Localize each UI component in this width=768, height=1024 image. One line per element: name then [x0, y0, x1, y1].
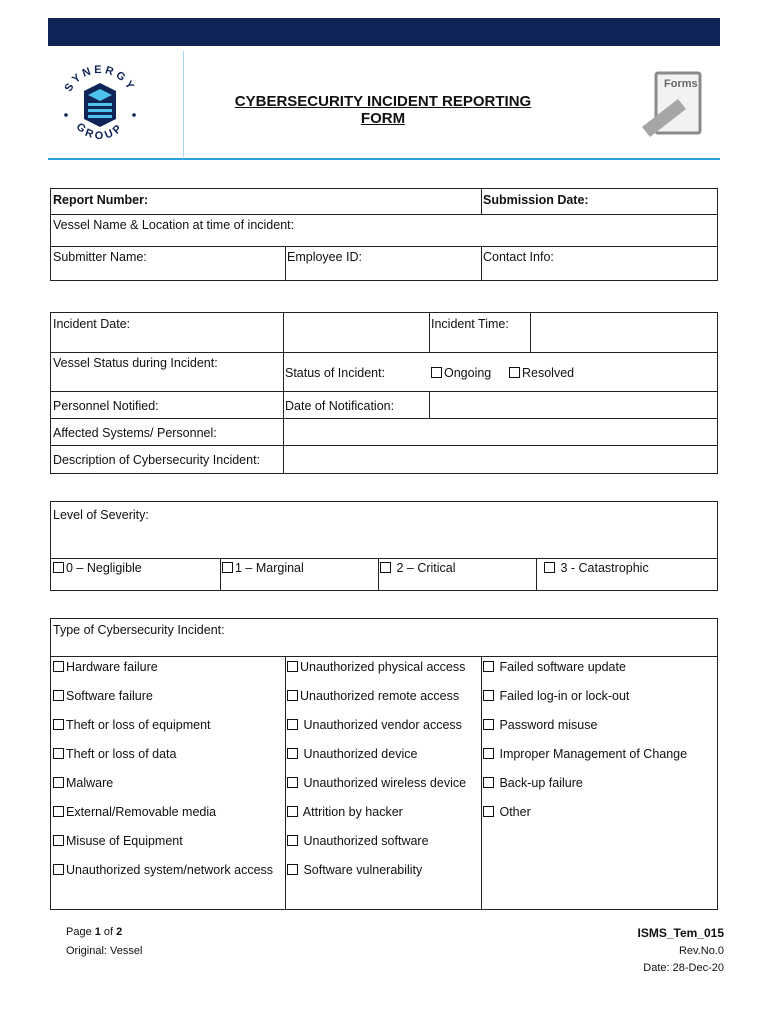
incident-type-option[interactable]: Unauthorized wireless device: [287, 775, 466, 791]
incident-type-option[interactable]: Improper Management of Change: [483, 746, 687, 762]
svg-text:SYNERGY: SYNERGY: [62, 63, 138, 94]
revision-number: Rev.No.0: [678, 945, 724, 957]
submitter-name-label: Submitter Name:: [53, 250, 147, 264]
incident-type-table: [50, 618, 718, 910]
incident-type-option[interactable]: Software failure: [53, 688, 153, 704]
incident-type-option[interactable]: Malware: [53, 775, 113, 791]
severity-label: Level of Severity:: [53, 508, 149, 522]
report-number-label: Report Number:: [53, 193, 149, 207]
svg-text:Forms: Forms: [664, 78, 698, 90]
checkbox[interactable]: [287, 777, 298, 788]
incident-type-option[interactable]: Software vulnerability: [287, 862, 422, 878]
incident-type-option[interactable]: Unauthorized vendor access: [287, 717, 462, 733]
incident-type-option[interactable]: Failed log-in or lock-out: [483, 688, 629, 704]
incident-type-option[interactable]: Theft or loss of equipment: [53, 717, 211, 733]
status-of-incident-label: Status of Incident:: [285, 366, 386, 380]
checkbox[interactable]: [53, 864, 64, 875]
incident-type-option[interactable]: Password misuse: [483, 717, 597, 733]
incident-type-option[interactable]: Other: [483, 804, 531, 820]
checkbox[interactable]: [222, 562, 233, 573]
contact-info-label: Contact Info:: [483, 250, 554, 264]
document-code: ISMS_Tem_015: [637, 926, 724, 940]
incident-type-option[interactable]: Unauthorized remote access: [287, 688, 459, 704]
document-date: Date: 28-Dec-20: [643, 962, 724, 974]
vessel-status-label: Vessel Status during Incident:: [53, 356, 218, 370]
severity-option-3[interactable]: 3 - Catastrophic: [544, 560, 649, 576]
date-of-notification-label: Date of Notification:: [285, 399, 395, 413]
status-resolved-option[interactable]: Resolved: [509, 365, 574, 381]
incident-type-option[interactable]: Unauthorized physical access: [287, 659, 465, 675]
checkbox[interactable]: [287, 864, 298, 875]
incident-details-table: [50, 312, 718, 474]
forms-icon: [638, 69, 706, 141]
checkbox[interactable]: [287, 690, 298, 701]
incident-type-label: Type of Cybersecurity Incident:: [53, 623, 225, 637]
incident-type-option[interactable]: Attrition by hacker: [287, 804, 403, 820]
personnel-notified-label: Personnel Notified:: [53, 399, 159, 413]
incident-type-option[interactable]: Unauthorized software: [287, 833, 429, 849]
checkbox[interactable]: [483, 748, 494, 759]
document-header: [48, 47, 720, 159]
checkbox[interactable]: [287, 719, 298, 730]
description-label: Description of Cybersecurity Incident:: [53, 453, 261, 467]
incident-time-label: Incident Time:: [431, 317, 509, 331]
incident-type-option[interactable]: External/Removable media: [53, 804, 216, 820]
employee-id-label: Employee ID:: [287, 250, 363, 264]
checkbox[interactable]: [483, 661, 494, 672]
svg-text:GROUP: GROUP: [73, 120, 127, 143]
checkbox[interactable]: [380, 562, 391, 573]
submission-date-label: Submission Date:: [483, 193, 589, 207]
checkbox[interactable]: [544, 562, 555, 573]
checkbox[interactable]: [287, 806, 298, 817]
checkbox[interactable]: [287, 661, 298, 672]
checkbox[interactable]: [287, 748, 298, 759]
incident-type-option[interactable]: Failed software update: [483, 659, 626, 675]
status-ongoing-option[interactable]: Ongoing: [431, 365, 491, 381]
incident-type-option[interactable]: Misuse of Equipment: [53, 833, 183, 849]
synergy-group-logo: [56, 59, 144, 151]
incident-type-option[interactable]: Back-up failure: [483, 775, 583, 791]
vessel-name-label: Vessel Name & Location at time of incident:: [53, 218, 295, 232]
severity-table: [50, 501, 718, 591]
affected-systems-label: Affected Systems/ Personnel:: [53, 426, 217, 440]
checkbox[interactable]: [53, 690, 64, 701]
incident-date-label: Incident Date:: [53, 317, 131, 331]
header-divider: [183, 51, 184, 157]
incident-type-option[interactable]: Hardware failure: [53, 659, 158, 675]
header-band: [48, 18, 720, 46]
severity-option-0[interactable]: 0 – Negligible: [53, 560, 142, 576]
checkbox[interactable]: [53, 806, 64, 817]
checkbox[interactable]: [53, 777, 64, 788]
original-label: Original: Vessel: [66, 945, 143, 957]
incident-type-option[interactable]: Unauthorized device: [287, 746, 417, 762]
header-underline: [48, 158, 720, 160]
checkbox[interactable]: [53, 661, 64, 672]
incident-type-option[interactable]: Theft or loss of data: [53, 746, 176, 762]
resolved-checkbox[interactable]: [509, 367, 520, 378]
checkbox[interactable]: [53, 835, 64, 846]
checkbox[interactable]: [53, 562, 64, 573]
checkbox[interactable]: [53, 719, 64, 730]
page-number: Page 1 of 2: [66, 926, 123, 938]
checkbox[interactable]: [483, 719, 494, 730]
severity-option-2[interactable]: 2 – Critical: [380, 560, 456, 576]
form-title: CYBERSECURITY INCIDENT REPORTING FORM: [234, 93, 532, 127]
checkbox[interactable]: [483, 777, 494, 788]
checkbox[interactable]: [53, 748, 64, 759]
report-info-table: [50, 188, 718, 281]
checkbox[interactable]: [287, 835, 298, 846]
incident-type-option[interactable]: Unauthorized system/network access: [53, 862, 273, 878]
ongoing-checkbox[interactable]: [431, 367, 442, 378]
checkbox[interactable]: [483, 806, 494, 817]
checkbox[interactable]: [483, 690, 494, 701]
severity-option-1[interactable]: 1 – Marginal: [222, 560, 304, 576]
